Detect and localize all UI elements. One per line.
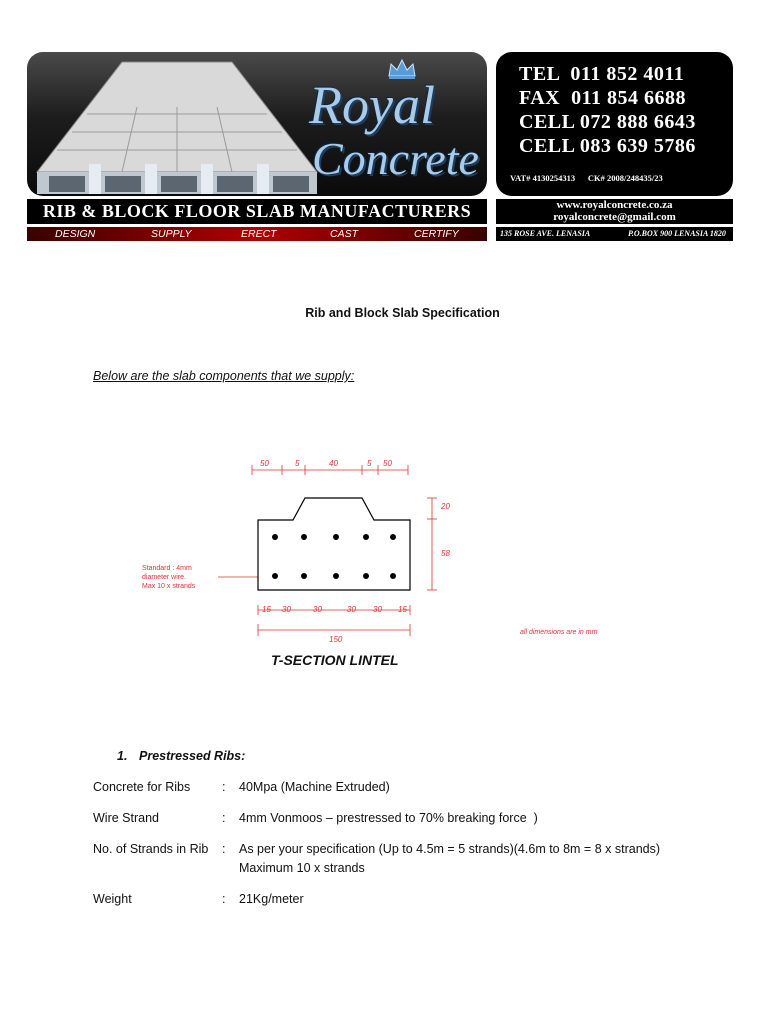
tel-line: TEL 011 852 4011: [519, 63, 685, 85]
service-erect: ERECT: [241, 228, 277, 240]
callout-line-1: Standard : 4mm: [142, 565, 192, 572]
spec-label-concrete: Concrete for Ribs: [93, 780, 191, 794]
brand-name-concrete: Concrete: [312, 133, 479, 184]
units-note: all dimensions are in mm: [520, 629, 598, 636]
service-design: DESIGN: [55, 228, 96, 240]
bottom-dim-3: 30: [313, 605, 322, 614]
spec-value-strands-max: Maximum 10 x strands: [239, 861, 365, 875]
callout-line-2: diameter wire.: [142, 574, 186, 581]
right-dim-body: 58: [441, 549, 450, 558]
service-supply: SUPPLY: [151, 228, 192, 240]
cell-line-2: CELL 083 639 5786: [519, 135, 696, 157]
spec-label-wire: Wire Strand: [93, 811, 159, 825]
top-dim-2: 5: [295, 459, 300, 468]
spec-colon: :: [222, 780, 226, 794]
spec-colon: :: [222, 842, 226, 856]
spec-label-strands: No. of Strands in Rib: [93, 842, 209, 856]
cell-line-1: CELL 072 888 6643: [519, 111, 696, 133]
spec-value-weight: 21Kg/meter: [239, 892, 304, 906]
street-address: 135 ROSE AVE. LENASIA: [500, 229, 591, 238]
right-dim-top: 20: [441, 502, 450, 511]
total-width-dim: 150: [329, 635, 343, 644]
bottom-dim-4: 30: [347, 605, 356, 614]
top-dim-4: 5: [367, 459, 372, 468]
top-dim-3: 40: [329, 459, 338, 468]
intro-text: Below are the slab components that we supply:: [93, 369, 355, 383]
top-dim-5: 50: [383, 459, 392, 468]
section-heading: [117, 749, 245, 763]
section-number: 1.: [117, 749, 128, 763]
top-dim-1: 50: [260, 459, 269, 468]
bottom-dim-6: 15: [398, 605, 407, 614]
website-text: www.royalconcrete.co.za: [556, 199, 673, 211]
spec-label-weight: Weight: [93, 892, 132, 906]
spec-colon: :: [222, 811, 226, 825]
document-title: Rib and Block Slab Specification: [305, 306, 500, 320]
fax-line: FAX 011 854 6688: [519, 87, 687, 109]
section-title: Prestressed Ribs:: [139, 749, 246, 763]
bottom-dim-5: 30: [373, 605, 382, 614]
registration-numbers: VAT# 4130254313 CK# 2008/248435/23: [510, 173, 663, 183]
bottom-dim-1: 15: [262, 605, 271, 614]
spec-value-wire: 4mm Vonmoos – prestressed to 70% breaking force ): [239, 811, 538, 825]
service-cast: CAST: [330, 228, 359, 240]
bottom-dim-2: 30: [282, 605, 291, 614]
tagline-bar: RIB & BLOCK FLOOR SLAB MANUFACTURERS: [27, 199, 487, 224]
callout-line-3: Max 10 x strands: [142, 583, 196, 590]
spec-colon: :: [222, 892, 226, 906]
brand-name-royal: Royal: [309, 75, 435, 135]
diagram-title: T-SECTION LINTEL: [271, 652, 399, 668]
spec-value-strands: As per your specification (Up to 4.5m = 5 strands)(4.6m to 8m = 8 x strands): [239, 842, 661, 856]
email-text: royalconcrete@gmail.com: [553, 211, 676, 223]
spec-value-concrete: 40Mpa (Machine Extruded): [239, 780, 390, 794]
po-box: P.O.BOX 900 LENASIA 1820: [628, 229, 726, 238]
service-certify: CERTIFY: [414, 228, 459, 240]
